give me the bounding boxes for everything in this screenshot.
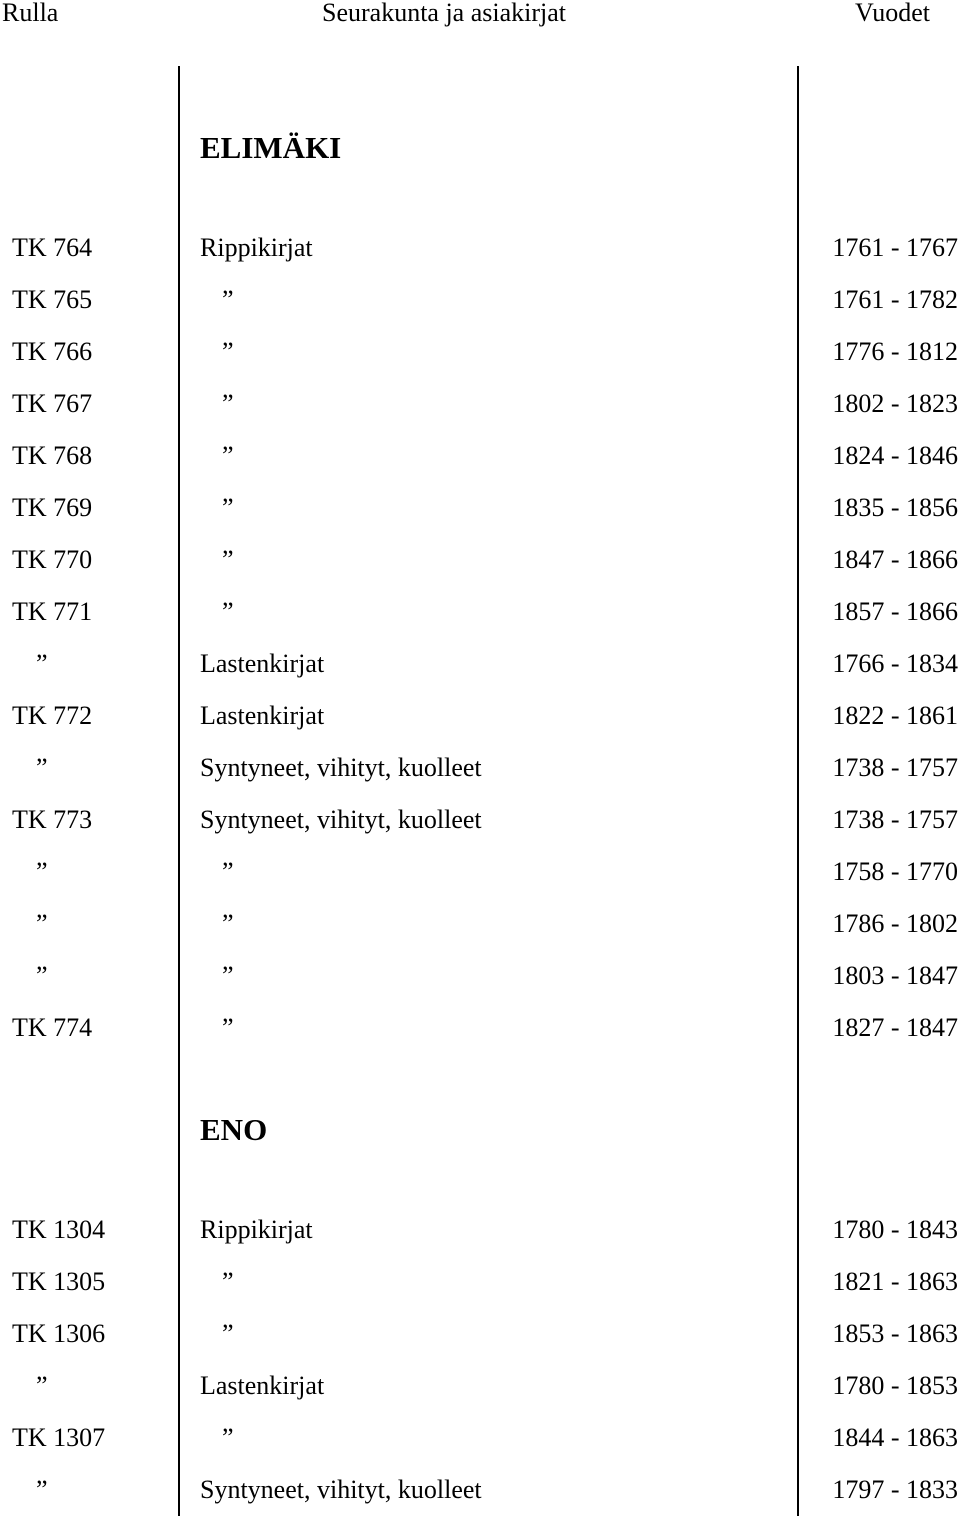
table-row [0, 800, 960, 840]
years-range: 1761 - 1782 [832, 285, 958, 314]
roll-ditto-mark: ” [36, 909, 48, 938]
roll-number: TK 772 [12, 701, 93, 730]
records-type: Syntyneet, vihityt, kuolleet [200, 1475, 482, 1504]
table-row [0, 1262, 960, 1302]
records-ditto-mark: ” [222, 545, 234, 574]
records-type: Rippikirjat [200, 233, 313, 262]
column-header-roll: Rulla [2, 0, 59, 27]
roll-number: TK 764 [12, 233, 93, 262]
table-row [0, 540, 960, 580]
years-range: 1780 - 1853 [832, 1371, 958, 1400]
table-row [0, 280, 960, 320]
table-row [0, 1008, 960, 1048]
records-ditto-mark: ” [222, 285, 234, 314]
years-range: 1786 - 1802 [832, 909, 958, 938]
table-row [0, 384, 960, 424]
table-row [0, 852, 960, 892]
records-ditto-mark: ” [222, 1013, 234, 1042]
years-range: 1738 - 1757 [832, 753, 958, 782]
records-ditto-mark: ” [222, 337, 234, 366]
table-row [0, 332, 960, 372]
years-range: 1761 - 1767 [832, 233, 958, 262]
records-ditto-mark: ” [222, 597, 234, 626]
table-row [0, 1366, 960, 1406]
years-range: 1835 - 1856 [832, 493, 958, 522]
records-ditto-mark: ” [222, 857, 234, 886]
column-header-records: Seurakunta ja asiakirjat [322, 0, 567, 27]
table-row [0, 1210, 960, 1250]
years-range: 1827 - 1847 [832, 1013, 958, 1042]
years-range: 1758 - 1770 [832, 857, 958, 886]
years-range: 1797 - 1833 [832, 1475, 958, 1504]
years-range: 1766 - 1834 [832, 649, 958, 678]
years-range: 1822 - 1861 [832, 701, 958, 730]
roll-ditto-mark: ” [36, 961, 48, 990]
records-type: Rippikirjat [200, 1215, 313, 1244]
roll-number: TK 770 [12, 545, 93, 574]
years-range: 1803 - 1847 [832, 961, 958, 990]
table-row [0, 1470, 960, 1510]
roll-number: TK 769 [12, 493, 93, 522]
years-range: 1853 - 1863 [832, 1319, 958, 1348]
records-type: Lastenkirjat [200, 1371, 325, 1400]
roll-ditto-mark: ” [36, 1475, 48, 1504]
years-range: 1776 - 1812 [832, 337, 958, 366]
records-type: Lastenkirjat [200, 649, 325, 678]
section-title: ELIMÄKI [200, 130, 342, 165]
table-row [0, 644, 960, 684]
roll-number: TK 773 [12, 805, 93, 834]
records-ditto-mark: ” [222, 1319, 234, 1348]
records-ditto-mark: ” [222, 441, 234, 470]
table-row [0, 748, 960, 788]
records-ditto-mark: ” [222, 961, 234, 990]
roll-number: TK 1305 [12, 1267, 106, 1296]
roll-number: TK 768 [12, 441, 93, 470]
roll-number: TK 1306 [12, 1319, 106, 1348]
years-range: 1857 - 1866 [832, 597, 958, 626]
years-range: 1821 - 1863 [832, 1267, 958, 1296]
records-type: Lastenkirjat [200, 701, 325, 730]
years-range: 1802 - 1823 [832, 389, 958, 418]
records-ditto-mark: ” [222, 493, 234, 522]
table-row [0, 488, 960, 528]
roll-ditto-mark: ” [36, 753, 48, 782]
roll-number: TK 771 [12, 597, 93, 626]
table-row [0, 1418, 960, 1458]
roll-number: TK 1307 [12, 1423, 106, 1452]
table-row [0, 1314, 960, 1354]
records-type: Syntyneet, vihityt, kuolleet [200, 753, 482, 782]
table-row [0, 696, 960, 736]
roll-ditto-mark: ” [36, 857, 48, 886]
roll-ditto-mark: ” [36, 649, 48, 678]
years-range: 1844 - 1863 [832, 1423, 958, 1452]
years-range: 1847 - 1866 [832, 545, 958, 574]
years-range: 1824 - 1846 [832, 441, 958, 470]
roll-number: TK 1304 [12, 1215, 106, 1244]
table-row [0, 592, 960, 632]
records-ditto-mark: ” [222, 1267, 234, 1296]
roll-number: TK 767 [12, 389, 93, 418]
years-range: 1780 - 1843 [832, 1215, 958, 1244]
roll-number: TK 774 [12, 1013, 93, 1042]
column-header-years: Vuodet [855, 0, 930, 27]
records-ditto-mark: ” [222, 909, 234, 938]
records-ditto-mark: ” [222, 389, 234, 418]
table-row [0, 904, 960, 944]
table-row [0, 956, 960, 996]
roll-number: TK 766 [12, 337, 93, 366]
years-range: 1738 - 1757 [832, 805, 958, 834]
records-ditto-mark: ” [222, 1423, 234, 1452]
roll-ditto-mark: ” [36, 1371, 48, 1400]
roll-number: TK 765 [12, 285, 93, 314]
table-row [0, 228, 960, 268]
section-title: ENO [200, 1112, 268, 1147]
table-row [0, 436, 960, 476]
records-type: Syntyneet, vihityt, kuolleet [200, 805, 482, 834]
